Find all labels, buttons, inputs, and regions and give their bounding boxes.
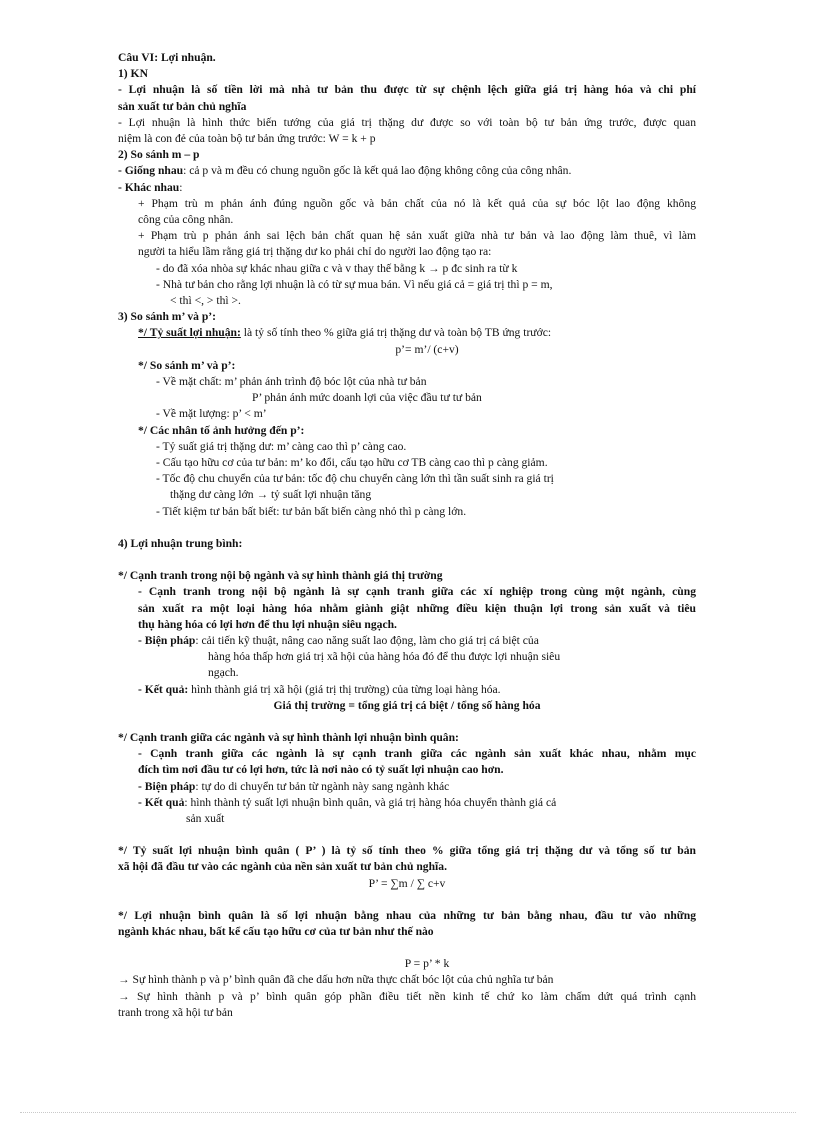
section-3-heading: 3) So sánh m’ và p’: xyxy=(118,310,217,324)
paragraph-line: niệm là con đẻ của toàn bộ tư bản ứng trước: W = k + p xyxy=(118,132,376,146)
factor-line: - Cấu tạo hữu cơ của tư bản: m’ ko đổi, cấu tạo hữu cơ TB càng cao thì p càng giảm. xyxy=(156,456,548,470)
result-text: hình thành giá trị xã hội (giá trị thị trường) của từng loại hàng hóa. xyxy=(188,682,501,696)
formula: p’= m’/ (c+v) xyxy=(395,342,459,356)
bullet-line: + Phạm trù p phản ánh sai lệch bản chất quan hệ sản xuất giữa nhà tư bản và lao động làm thuê, vì làm xyxy=(138,229,696,243)
conclusion-line: → Sự hình thành p và p’ bình quân đã che dấu hơn nữa thực chất bóc lột của chủ nghĩa tư bản xyxy=(118,973,554,987)
paragraph-line: - Cạnh tranh trong nội bộ ngành là sự cạnh tranh giữa các xí nghiệp trong cùng một ngành, cùng xyxy=(138,585,696,599)
formula: P’ = ∑m / ∑ c+v xyxy=(368,876,446,890)
factor-line: - Tốc độ chu chuyển của tư bản: tốc độ chu chuyển càng lớn thì tần suất sinh ra giá trị xyxy=(156,472,554,486)
rate-text: là tỷ số tính theo % giữa giá trị thặng dư và toàn bộ TB ứng trước: xyxy=(240,326,552,340)
formula: Giá thị trường = tổng giá trị cá biệt / tổng số hàng hóa xyxy=(273,698,541,712)
paragraph-line: xã hội đã đầu tư vào các ngành của nền sản xuất tư bản chủ nghĩa. xyxy=(118,860,447,874)
result-line: sản xuất xyxy=(186,811,225,825)
sub-bullet-line: < thì <, > thì >. xyxy=(170,294,241,308)
conclusion-line: tranh trong xã hội tư bản xyxy=(118,1005,233,1019)
section-1-heading: 1) KN xyxy=(118,67,148,81)
similarity-text: : cả p và m đều có chung nguồn gốc là kết quả lao động không công của công nhân. xyxy=(183,164,572,178)
factor-line: - Tiết kiệm tư bản bất biết: tư bản bất biến càng nhỏ thì p càng lớn. xyxy=(156,504,467,518)
result-line xyxy=(118,795,696,811)
measure-text: : tự do di chuyển tư bản từ ngành này sang ngành khác xyxy=(195,779,450,793)
measure-label: - Biện pháp xyxy=(138,779,196,793)
definition-line: sản xuất tư bản chủ nghĩa xyxy=(118,99,247,113)
bullet-line: công của công nhân. xyxy=(138,213,234,227)
paragraph-line: thụ hàng hóa có lợi hơn để thu lợi nhuận siêu ngạch. xyxy=(138,617,397,631)
result-label: - Kết quả xyxy=(138,795,185,809)
page-bottom-divider xyxy=(20,1112,796,1113)
rate-definition-line xyxy=(118,325,696,341)
measure-label: - Biện pháp xyxy=(138,633,196,647)
subsection-heading: */ Cạnh tranh giữa các ngành và sự hình thành lợi nhuận bình quân: xyxy=(118,730,459,744)
measure-line xyxy=(118,633,696,649)
section-4-heading: 4) Lợi nhuận trung bình: xyxy=(118,536,243,550)
compare-line: - Về mặt chất: m’ phản ánh trình độ bóc lột của nhà tư bản xyxy=(156,375,427,389)
rate-label: */ Tỷ suất lợi nhuận: xyxy=(138,326,241,340)
page-title: Câu VI: Lợi nhuận. xyxy=(118,51,216,64)
paragraph-line: - Cạnh tranh giữa các ngành là sự cạnh tranh giữa các ngành sản xuất khác nhau, nhằm mục xyxy=(138,747,696,761)
compare-line: P’ phản ánh mức doanh lợi của việc đầu tư tư bản xyxy=(252,391,482,405)
compare-heading: */ So sánh m’ và p’: xyxy=(138,358,236,372)
subsection-heading: */ Cạnh tranh trong nội bộ ngành và sự hình thành giá thị trường xyxy=(118,569,443,583)
measure-line: hàng hóa thấp hơn giá trị xã hội của hàng hóa đó để thu được lợi nhuận siêu xyxy=(208,650,561,664)
bullet-line: người ta hiểu lầm rằng giá trị thặng dư ko phải chỉ do người lao động tạo ra: xyxy=(138,245,492,259)
result-text: : hình thành tỷ suất lợi nhuận bình quân, và giá trị hàng hóa chuyển thành giá cả xyxy=(184,795,557,809)
document-page xyxy=(118,50,696,1021)
section-2-heading: 2) So sánh m – p xyxy=(118,148,200,162)
factors-heading: */ Các nhân tố ảnh hưởng đến p’: xyxy=(138,423,305,437)
paragraph-line: ngành khác nhau, bất kể cấu tạo hữu cơ của tư bản như thế nào xyxy=(118,924,434,938)
measure-line: ngạch. xyxy=(208,666,239,680)
paragraph-line: */ Lợi nhuận bình quân là số lợi nhuận bằng nhau của những tư bản bằng nhau, đầu tư vào những xyxy=(118,908,696,922)
bullet-line: + Phạm trù m phản ánh đúng nguồn gốc và bản chất của nó là kết quả của sự bóc lột lao động không xyxy=(138,196,696,210)
measure-line xyxy=(118,779,696,795)
formula: P = p’ * k xyxy=(404,957,450,971)
result-label: - Kết quả: xyxy=(138,682,189,696)
difference-colon: : xyxy=(179,180,183,194)
factor-line: - Tỷ suất giá trị thặng dư: m’ càng cao thì p’ càng cao. xyxy=(156,439,407,453)
definition-line: - Lợi nhuận là số tiền lời mà nhà tư bản thu được từ sự chệnh lệch giữa giá trị hàng hóa và chi phí xyxy=(118,83,696,97)
sub-bullet-line: - Nhà tư bản cho rằng lợi nhuận là có từ sự mua bán. Vì nếu giá cả = giá trị thì p = m, xyxy=(156,277,553,291)
result-line xyxy=(118,682,696,698)
conclusion-line: → Sự hình thành p và p’ bình quân góp phần điều tiết nền kinh tế chứ ko làm chấm dứt quá trình cạnh xyxy=(118,989,696,1003)
paragraph-line: sản xuất ra một loại hàng hóa nhằm giành giật những điều kiện thuận lợi trong sản xuất và tiêu xyxy=(138,601,696,615)
paragraph-line: - Lợi nhuận là hình thức biến tướng của giá trị thặng dư được so với toàn bộ tư bản ứng trước, được quan xyxy=(118,115,696,129)
sub-bullet-line: - do đã xóa nhòa sự khác nhau giữa c và v thay thế bằng k → p đc sinh ra từ k xyxy=(156,261,518,275)
difference-label: - Khác nhau xyxy=(118,180,180,194)
paragraph-line: */ Tỷ suất lợi nhuận bình quân ( P’ ) là tỷ số tính theo % giữa tổng giá trị thặng dư và tổng số tư bản xyxy=(118,844,696,858)
compare-line: - Về mặt lượng: p’ < m’ xyxy=(156,407,267,421)
paragraph-line: đích tìm nơi đầu tư có lợi hơn, tức là nơi nào có tỷ suất lợi nhuận cao hơn. xyxy=(138,763,504,777)
similarity-line xyxy=(118,163,696,179)
difference-line xyxy=(118,180,696,196)
measure-text: : cải tiến kỹ thuật, nâng cao năng suất lao động, làm cho giá trị cá biệt của xyxy=(195,633,539,647)
factor-line: thặng dư càng lớn → tỷ suất lợi nhuận tăng xyxy=(170,488,372,502)
similarity-label: - Giống nhau xyxy=(118,164,184,178)
